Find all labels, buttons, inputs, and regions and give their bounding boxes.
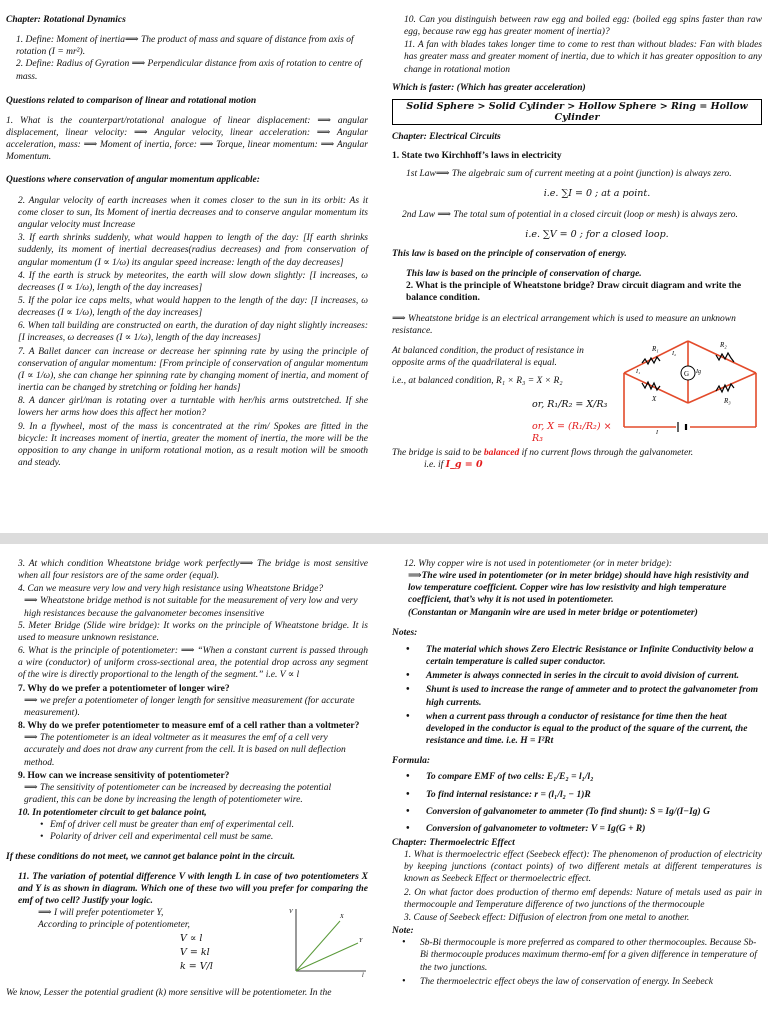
definition-1-text: 1. Define: Moment of inertia⟹ The product of mass and square of distance from axis of rotation (I = mr²).	[16, 35, 354, 58]
question-5: 5. If the polar ice caps melts, what would happen to the length of the day: [I increases, ω decreases (I ∝ 1/ω), length of the day increases]	[18, 295, 368, 319]
formula-compare-emf	[392, 771, 762, 783]
note-1-text: The material which shows Zero Electric Resistance or Infinite Conductivity below a certain temperature is called super conductor.	[426, 644, 754, 668]
thermo-question-2: 2. On what factor does production of thermo emf depends: Nature of metals used as pair in thermocouple and Temperature difference of two junctions of the thermocouple	[404, 887, 762, 910]
page1-left-column	[6, 14, 368, 470]
balance-equation-2: or, R₁/R₂ = X/R₃	[532, 398, 608, 410]
question-10-balance-point: 10. In potentiometer circuit to get balance point,	[18, 808, 207, 819]
balance-condition-2	[6, 831, 368, 843]
wheatstone-section	[392, 340, 762, 444]
bullet-icon: •	[406, 670, 410, 682]
balance-equation-3: or, X = (R₁/R₂) × R₃	[532, 420, 612, 444]
bullet-icon: •	[406, 805, 410, 817]
wheatstone-bridge-diagram	[616, 333, 762, 437]
question-3-sensitivity: 3. At which condition Wheatstone bridge work perfectly⟹ The bridge is most sensitive when all four resistors are of the same order (equal).	[18, 559, 368, 582]
question-11-answer-block	[6, 907, 368, 987]
question-4-resistance: 4. Can we measure very low and very high resistance using Wheatstone Bridge?	[18, 584, 324, 595]
question-7: 7. A Ballet dancer can increase or decrease her spinning rate by using the principle of conservation of angular momentum: [From principle of conservation of angular momentum (I ∝ 1/ω), she can change her spinning rate by changing moment of inertia, and moment of inertia can be changed by stretching or folding her hands]	[18, 346, 368, 394]
thermo-question-3: 3. Cause of Seebeck effect: Diffusion of electron from one metal to another.	[404, 912, 690, 923]
formula-4-text: Conversion of galvanometer to voltmeter: V = Ig(G + R)	[426, 823, 646, 834]
question-7-longer-wire: 7. Why do we prefer a potentiometer of longer wire?	[18, 683, 230, 694]
diagram-label-g: G	[684, 369, 690, 378]
bullet-icon: •	[406, 643, 410, 655]
definition-moment-of-inertia	[6, 34, 368, 58]
diagram-label-ig: Ig	[696, 368, 701, 375]
diagram-label-x: X	[652, 394, 657, 403]
question-12-copper: 12. Why copper wire is not used in potentiometer (or in meter bridge):	[404, 559, 672, 569]
bridge-balanced-statement	[392, 447, 762, 459]
balance-equation-1: i.e., at balanced condition, R₁ × R₃ = X × R₂	[392, 375, 563, 386]
note-shunt	[392, 684, 762, 708]
question-9-answer: ⟹ The sensitivity of potentiometer can be increased by decreasing the potential gradient, this can be done by increasing the length of potentiometer wire.	[24, 782, 332, 805]
question-6: 6. When tall building are constructed on earth, the duration of day night slightly increases: [I increases, ω decreases (I ∝ 1/ω), length of the day increases]	[18, 321, 368, 344]
formula-voltmeter-conversion	[392, 823, 762, 835]
graph-label-x: X	[340, 914, 344, 921]
formula-internal-resistance	[392, 789, 762, 801]
question-12-note: (Constantan or Manganin wire are used in meter bridge or potentiometer)	[408, 607, 698, 618]
thermo-note-2-text: The thermoelectric effect obeys the law of conservation of energy. In Seebeck	[420, 976, 713, 987]
formula-ammeter-conversion	[392, 806, 762, 818]
question-9: 9. In a flywheel, most of the mass is concentrated at the rim/ Spokes are fitted in the bicycle: It increases moment of inertia, greater the moment of inertia, the more will be the opposition to any change in uniform rotational motion, as a result motion will be smooth and steady.	[18, 421, 368, 468]
thermo-note-sb-bi	[392, 937, 762, 973]
question-2: 2. Angular velocity of earth increases when it comes closer to the sun in its orbit: As it come closer to sun, Its Moment of inertia decreases and to conserve angular momentum its angular velocity must Increase	[18, 195, 368, 231]
bullet-icon: •	[406, 788, 410, 800]
note-superconductor	[392, 644, 762, 668]
note-3-text: Shunt is used to increase the range of ammeter and to protect the galvanometer from high currents.	[426, 685, 758, 708]
diagram-label-i1: I₁	[636, 368, 641, 375]
balanced-condition-text: At balanced condition, the product of resistance in opposite arms of the quadrilateral is equal.	[392, 345, 584, 368]
faster-question: Which is faster: (Which has greater acceleration)	[392, 82, 586, 93]
graph-label-y: Y	[359, 938, 363, 945]
bridge-ie-text: i.e. if	[424, 459, 444, 470]
diagram-label-r1: R₁	[652, 344, 659, 353]
diagram-label-r2: R₂	[720, 340, 727, 349]
graph-line-x	[296, 921, 340, 971]
graph-line-y	[296, 943, 358, 971]
bridge-ig-condition	[392, 459, 762, 471]
kirchhoff-first-law: 1st Law⟹ The algebraic sum of current meeting at a point (junction) is always zero.	[406, 169, 732, 180]
question-6-potentiometer-principle: 6. What is the principle of potentiometer: ⟹ “When a constant current is passed through a wire (conductor) of uniform cross-sectional area, the potential drop across any segment of the wire is directly proportional to the length of the segment.” i.e. V ∝ l	[18, 646, 368, 681]
section-conservation-title: Questions where conservation of angular momentum applicable:	[6, 174, 260, 185]
bullet-icon: •	[406, 684, 410, 696]
definition-radius-of-gyration	[6, 58, 368, 82]
thermo-note-title: Note:	[392, 926, 414, 937]
kirchhoff-first-law-equation: i.e. ∑I = 0 ; at a point.	[543, 188, 651, 200]
section-comparison-title: Questions related to comparison of linear and rotational motion	[6, 95, 257, 106]
equation-v-prop-l: V ∝ l	[180, 933, 203, 945]
thermo-question-1: 1. What is thermoelectric effect (Seebeck effect): The phenomenon of production of electricity by keeping junctions (contact points) of two different metals at different temperatures is known as Seebeck Effect or thermoelectric effect.	[404, 850, 762, 885]
graph-axis-v: V	[289, 909, 293, 916]
conservation-energy-note: This law is based on the principle of conservation of energy.	[392, 248, 627, 259]
question-3: 3. If earth shrinks suddenly, what would happen to length of the day: [If earth shrinks suddenly, its moment of inertial decreases(radius decreases) and from conservation of angular momentum (I ∝ 1/ω) its angular speed increase: length of the day decreases]	[18, 233, 368, 268]
equation-v-kl: V = kl	[180, 947, 210, 959]
bridge-balanced-word: balanced	[483, 447, 520, 458]
note-2-text: Ammeter is always connected in series in the circuit to avoid division of current.	[426, 671, 739, 682]
balance-condition-2-text: Polarity of driver cell and experimental cell must be same.	[50, 832, 274, 843]
bridge-ig-zero: I_g = 0	[445, 458, 483, 470]
question-12-answer: ⟹The wire used in potentiometer (or in meter bridge) should have high resistivity and low temperature coefficient. Copper wire has low resistivity and high temperature coefficient, that’s why it is not used in potentiometer.	[408, 571, 749, 606]
wheatstone-definition: ⟹ Wheatstone bridge is an electrical arrangement which is used to measure an unknown resistance.	[392, 313, 736, 336]
question-8: 8. A dancer girl/man is rotating over a turntable with her/his arms outstretched. If she lowers her arms how does this affect her motion?	[18, 396, 368, 419]
note-ammeter	[392, 670, 762, 682]
bullet-icon: •	[406, 771, 410, 783]
formula-2-text: To find internal resistance: r = (l₁/l₂ − 1)R	[426, 789, 591, 800]
question-9-increase-sensitivity: 9. How can we increase sensitivity of potentiometer?	[18, 770, 230, 781]
bridge-balanced-prefix: The bridge is said to be	[392, 447, 482, 458]
bullet-icon: •	[40, 832, 44, 843]
balance-condition-1-text: Emf of driver cell must be greater than emf of experimental cell.	[50, 820, 294, 831]
question-7-answer: ⟹ we prefer a potentiometer of longer length for sensitive measurement (for accurate measurement).	[24, 695, 355, 718]
bullet-icon: •	[402, 937, 406, 949]
diagram-label-i: I	[656, 429, 658, 436]
faster-ranking-box: Solid Sphere > Solid Cylinder > Hollow Sphere > Ring = Hollow Cylinder	[392, 99, 762, 125]
question-8-answer: ⟹ The potentiometer is an ideal voltmeter as it measures the emf of a cell very accurately and does not draw any current from the cell. It is based on null deflection method.	[24, 733, 346, 768]
balance-point-note: If these conditions do not meet, we cannot get balance point in the circuit.	[6, 851, 295, 862]
bullet-icon: •	[406, 822, 410, 834]
question-11-conclusion: We know, Lesser the potential gradient (k) more sensitive will be potentiometer. In the	[6, 988, 332, 999]
thermo-note-1-text: Sb-Bi thermocouple is more preferred as compared to other thermocouples. Because Sb-Bi thermocouple produces maximum thermo-emf for a given difference in temperature of the two junctions.	[420, 938, 757, 973]
page2-right-column	[392, 558, 762, 990]
chapter-heading-thermo: Chapter: Thermoelectric Effect	[392, 837, 515, 848]
diagram-label-r3: R₃	[724, 396, 731, 405]
formula-title: Formula:	[392, 756, 431, 767]
thermo-note-energy	[392, 976, 762, 988]
bridge-balanced-suffix: if no current flows through the galvanometer.	[521, 447, 694, 458]
conservation-charge-note: This law is based on the principle of conservation of charge.	[406, 269, 642, 280]
wheatstone-question: 2. What is the principle of Wheatstone bridge? Draw circuit diagram and write the balance condition.	[406, 281, 742, 304]
question-analogue: 1. What is the counterpart/rotational analogue of linear displacement: ⟹ angular displacement, linear velocity: ⟹ Angular velocity, linear acceleration: ⟹ Angular acceleration, mass: ⟹ Moment of inertia, force: ⟹ Torque, linear momentum: ⟹ Angular Momentum.	[6, 115, 368, 163]
formula-3-text: Conversion of galvanometer to ammeter (To find shunt): S = Ig/(I−Ig) G	[426, 806, 710, 817]
graph-axis-l: l	[362, 973, 364, 978]
diagram-label-i2: I₂	[672, 350, 677, 357]
question-5-meter-bridge: 5. Meter Bridge (Slide wire bridge): It works on the principle of Wheatstone bridge. It is used to measure unknown resistance.	[18, 620, 368, 643]
formula-1-text: To compare EMF of two cells: E₁/E₂ = l₁/l₂	[426, 772, 594, 783]
question-11-answer-1: ⟹ I will prefer potentiometer Y,	[38, 908, 164, 919]
bullet-icon: •	[40, 820, 44, 831]
question-11-graph: 11. The variation of potential difference V with length L in case of two potentiometers X and Y is as shown in diagram. Which one of these two will you prefer for comparing the emf of two cell? Justify your logic.	[18, 871, 368, 907]
question-4: 4. If the earth is struck by meteorites, the earth will slow down slightly: [I increases, ω decreases (I ∝ 1/ω), length of the day increases]	[18, 270, 368, 293]
chapter-heading-circuits: Chapter: Electrical Circuits	[392, 131, 501, 142]
chapter-heading-rotational: Chapter: Rotational Dynamics	[6, 15, 126, 25]
question-4-answer: ⟹ Wheatstone bridge method is not suitable for the measurement of very low and very high resistances because the galvanometer becomes insensitive	[24, 596, 358, 619]
note-4-text: when a current pass through a conductor of resistance for time then the heat developed in the conductor is equal to the product of the square of the current, the resistance and time. i.e. H = I²Rt	[426, 711, 748, 747]
kirchhoff-question: 1. State two Kirchhoff’s laws in electricity	[392, 151, 562, 162]
notes-title: Notes:	[392, 627, 418, 638]
definition-2-text: 2. Define: Radius of Gyration ⟹ Perpendicular distance from axis of rotation to centre of mass.	[16, 59, 362, 82]
balance-condition-1	[6, 819, 368, 831]
bullet-icon: •	[402, 975, 406, 987]
question-10-egg: 10. Can you distinguish between raw egg and boiled egg: (boiled egg spins faster than raw egg, because raw egg has greater moment of inertia)?	[404, 15, 762, 38]
bullet-icon: •	[406, 710, 410, 722]
question-11-fan: 11. A fan with blades takes longer time to come to rest than without blades: Fan with blades has greater mass and greater moment of inertia, due to which it has greater opposition to any change in rotational motion	[404, 40, 762, 75]
potentiometer-graph	[288, 905, 368, 977]
equation-k: k = V/l	[180, 961, 213, 973]
question-11-answer-2: According to principle of potentiometer,	[38, 920, 190, 931]
kirchhoff-second-law-equation: i.e. ∑V = 0 ; for a closed loop.	[525, 228, 669, 240]
kirchhoff-second-law: 2nd Law ⟹ The total sum of potential in a closed circuit (loop or mesh) is always zero.	[402, 209, 738, 220]
page1-right-column	[392, 14, 762, 471]
page2-left-column	[6, 558, 368, 999]
note-heat	[392, 711, 762, 747]
page-2	[0, 544, 768, 1024]
question-8-voltmeter: 8. Why do we prefer potentiometer to measure emf of a cell rather than a voltmeter?	[18, 721, 360, 732]
